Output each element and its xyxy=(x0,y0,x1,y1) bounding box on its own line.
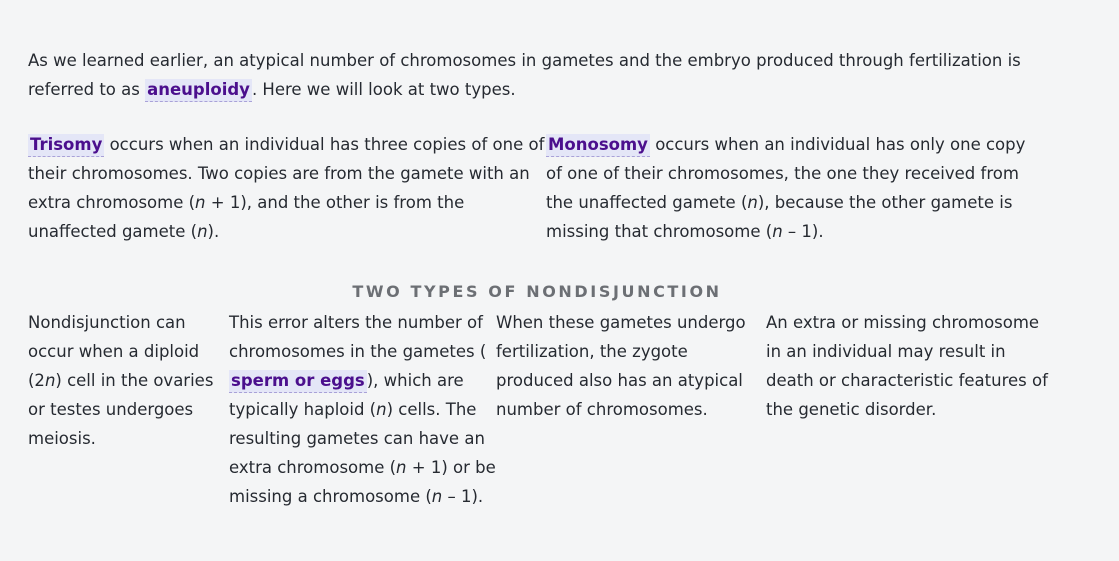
step-3-text: When these gametes undergo fertilization, the zygote produced also has an atypical number of chromosomes. xyxy=(496,313,746,419)
step-2-text-a: This error alters the number of chromosomes in the gametes ( xyxy=(229,313,487,361)
monosomy-text-2: ), because the other gamete is missing that chromosome ( xyxy=(546,193,1013,241)
haploid-n-symbol: n xyxy=(747,193,758,212)
step-2-text-c: ) cells. The resulting gametes can have an extra chromosome ( xyxy=(229,400,485,477)
haploid-n-symbol: n xyxy=(376,400,387,419)
haploid-n-symbol: n xyxy=(197,222,208,241)
glossary-term-sperm-or-eggs[interactable]: sperm or eggs xyxy=(229,370,367,393)
monosomy-text-1: occurs when an individual has only one copy of one of their chromosomes, the one they received from the unaffected gamete ( xyxy=(546,135,1026,212)
haploid-n-symbol: n xyxy=(396,458,407,477)
step-2-text xyxy=(229,308,496,511)
step-4-text: An extra or missing chromosome in an individual may result in death or characteristic features of the genetic disorder. xyxy=(766,313,1048,419)
intro-text-before: As we learned earlier, an atypical number of chromosomes in gametes and the embryo produced through fertilization is referred to as xyxy=(28,51,1021,99)
nondisjunction-steps xyxy=(28,308,1088,511)
section-heading-nondisjunction: TWO TYPES OF NONDISJUNCTION xyxy=(352,282,722,301)
glossary-term-monosomy[interactable]: Monosomy xyxy=(546,134,650,157)
glossary-term-aneuploidy[interactable]: aneuploidy xyxy=(145,79,252,102)
haploid-n-symbol: n xyxy=(431,487,443,506)
monosomy-paragraph xyxy=(546,130,1038,246)
step-2-text-e: – 1). xyxy=(442,487,484,506)
step-1-text xyxy=(28,308,229,511)
glossary-term-trisomy[interactable]: Trisomy xyxy=(28,134,104,157)
step-1-text-b: ) cell in the ovaries or testes undergoes meiosis. xyxy=(28,371,214,448)
intro-paragraph xyxy=(28,46,1038,104)
haploid-n-symbol: n xyxy=(772,222,783,241)
haploid-n-symbol: n xyxy=(195,193,206,212)
lesson-content xyxy=(28,46,1088,511)
step-2-text-b: ), which are typically haploid ( xyxy=(229,371,464,419)
intro-text-after: . Here we will look at two types. xyxy=(251,80,516,99)
trisomy-text-2: + 1), and the other is from the unaffected gamete ( xyxy=(28,193,465,241)
aneuploidy-types xyxy=(28,130,1088,246)
monosomy-text-3: – 1). xyxy=(782,222,824,241)
step-2-text-d: + 1) or be missing a chromosome ( xyxy=(229,458,496,506)
trisomy-text-3: ). xyxy=(207,222,220,241)
trisomy-text-1: occurs when an individual has three copies of one of their chromosomes. Two copies are from the gamete with an extra chromosome ( xyxy=(28,135,545,212)
haploid-n-symbol: n xyxy=(44,371,56,390)
trisomy-paragraph xyxy=(28,130,546,246)
step-1-text-a: Nondisjunction can occur when a diploid (2 xyxy=(28,313,200,390)
